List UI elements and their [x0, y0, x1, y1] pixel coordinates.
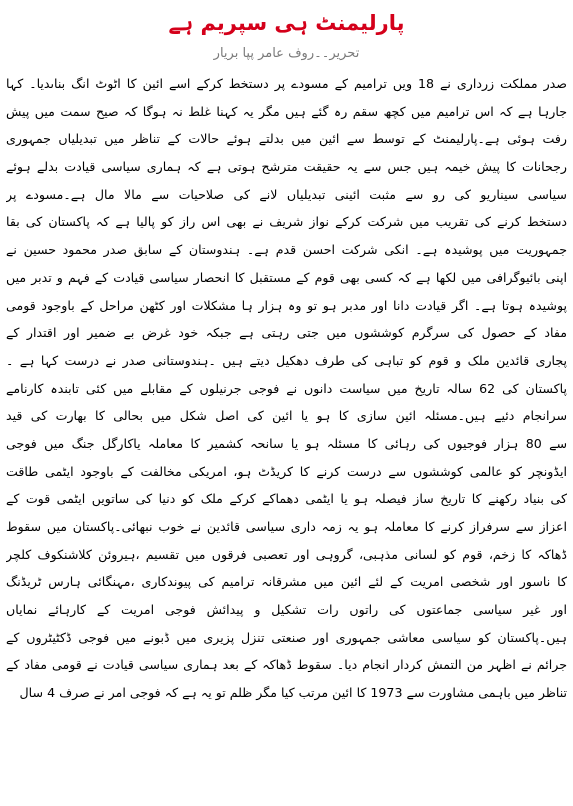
article-line: پاکستان کی 62 سالہ تاریخ میں سیاست دانوں نے فوجی جرنیلوں کے مقابلے میں کئی تابندہ کارنامے: [6, 380, 567, 396]
article-line: کی بنیاد رکھنے کا تاریخ ساز فیصلہ ہو یا ایٹمی دھماکے کرکے ملک کو دنیا کی ساتویں ایٹمی قوت کے: [6, 491, 567, 507]
article-line: تناظر میں باہمی مشاورت سے 1973 کا ائین مرتب کیا مگر ظلم تو یہ ہے کہ فوجی امر نے صرف 4 سال: [19, 685, 567, 701]
article-byline: تحریر۔۔روف عامر پپا بریار: [213, 46, 360, 61]
article-line: کا ناسور اور شخصی امریت کے لئے ائین میں مشرقانہ ترامیم کی پیوندکاری ،مہنگائی ہارس ٹریڈنگ: [6, 574, 567, 590]
article-line: سرانجام دئیے ہیں۔مسئلہ ائین سازی کا ہو یا ائین کی اصل شکل میں بحالی کا بھارت کی قید: [6, 408, 567, 424]
article-line: سیاسی سیناریو کی رو سے مثبت ائینی تبدیلیاں لانے کی صلاحیات سے مالا مال ہے۔مسودے پر: [6, 186, 567, 202]
article-line: ڈھاکہ کا زخم، قوم کو لسانی مذہبی، گروہی اور تعصبی فرقوں میں تقسیم ،ہیروئن کلاشنکوف کلچر: [6, 546, 567, 562]
article-line: جمہوریت میں پوشیدہ ہے۔ انکی شرکت احسن قدم ہے۔ ہندوستان کے سابق صدر محمود حسین نے: [6, 242, 567, 258]
article-line: ہیں۔پاکستان کو سیاسی معاشی جمہوری اور صنعتی تنزل پزیری میں ڈبونے میں فوجی ڈکٹیٹروں کے: [6, 629, 567, 645]
article-line: سے 80 ہزار فوجیوں کی رہائی کا مسئلہ ہو یا سانحہ کشمیر کا معاملہ یاکارگل جنگ میں فوجی: [6, 435, 567, 451]
article-line: جرائم نے اظہر من التمش کردار انجام دیا۔ سقوط ڈھاکہ کے بعد ہماری سیاسی قیادت نے قومی مفاد کے: [6, 657, 567, 673]
article-line: اور غیر سیاسی جماعتوں کی راتوں رات تشکیل و پیدائش فوجی امریت کے کارہائے نمایاں: [6, 602, 567, 618]
article-line: رجحانات کا پیش خیمہ ہیں جس سے یہ حقیقت مترشح ہوتی ہے کہ ہماری سیاسی قیادت بدلے ہوئے: [6, 159, 567, 175]
article-line: رفت ہوئی ہے۔پارلیمنٹ کے توسط سے ائین میں بدلتے ہوئے حالات کے تناظر میں تبدیلیاں جمہوری: [6, 131, 567, 147]
article-line: پوشیدہ ہوتا ہے۔ اگر قیادت دانا اور مدبر ہو تو وہ ہزار ہا مشکلات اور کٹھن مراحل کے باوجود قومی: [6, 297, 567, 313]
article-line: ایڈونچر کو عالمی کوششوں سے درست کرنے کا کریڈٹ ہو، امریکی مخالفت کے باوجود ایٹمی طاقت: [6, 463, 567, 479]
article-title: پارلیمنٹ ہی سپریم ہے: [168, 11, 405, 35]
article-body: [6, 70, 567, 707]
article-line: اپنی بائیوگرافی میں لکھا ہے کہ کسی بھی قوم کے مستقبل کا انحصار سیاسی قیادت کے فہم و تدبر میں: [6, 269, 567, 285]
article-line: صدر مملکت زرداری نے 18 ویں ترامیم کے مسودے پر دستخط کرکے اسے ائین کا اٹوٹ انگ بناںدیا۔ کہا: [6, 76, 567, 91]
article-line: جارہا ہے کہ اس ترامیم میں کچھ سقم رہ گئے ہیں مگر یہ کہنا غلط نہ ہوگا کہ صیح سمت میں پیش: [6, 103, 567, 119]
article-line: اعزاز سے سرفراز کرنے کا معاملہ ہو یہ زمہ داری سیاسی قائدین نے خوب نبھائی۔پاکستان میں سقوط: [6, 519, 567, 534]
article-line: دستخط کرنے کی تقریب میں شرکت کرکے نواز شریف نے بھی اس راز کو پالیا ہے کہ پاکستان کی بقا: [6, 214, 567, 230]
article-line: مفاد کے حصول کی سرگرم کوششوں میں جتی رہتی ہے جبکہ خود غرض بے ضمیر اور اقتدار کے: [6, 325, 567, 341]
article-line: پجاری قائدین ملک و قوم کو تباہی کی طرف دھکیل دیتے ہیں ۔ہندوستانی صدر نے درست کہا ہے ۔: [6, 352, 567, 368]
